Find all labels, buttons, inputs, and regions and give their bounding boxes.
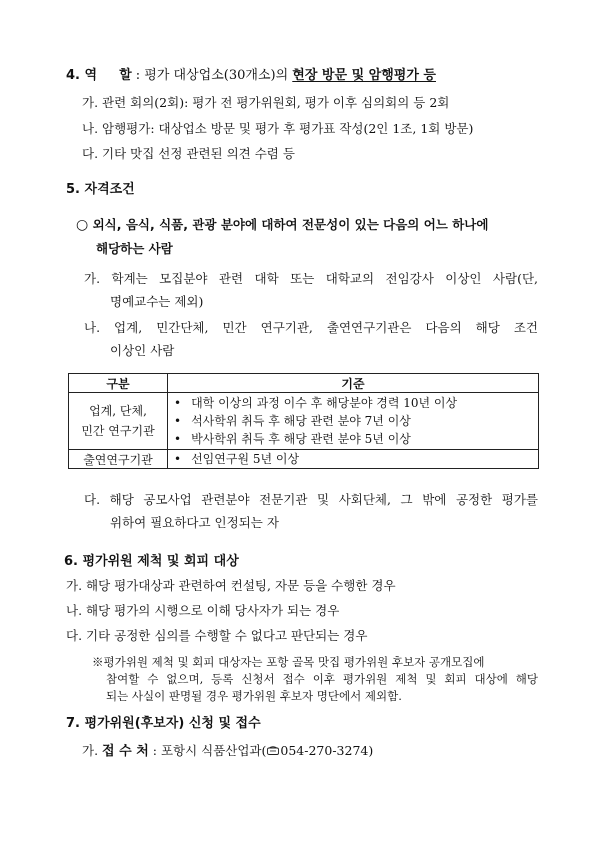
section-6-note-text-1: 평가위원 제척 및 회피 대상자는 포항 골목 맛집 평가위원 후보자 공개모집에 [103, 655, 485, 669]
section-7-item-ga [82, 743, 373, 760]
section-4-title-a: 4. 역 [66, 68, 98, 83]
phone-icon [267, 743, 279, 752]
criteria-item: • 석사학위 취득 후 해당 관련 분야 7년 이상 [174, 412, 532, 430]
section-5-item-da-line-2: 위하여 필요하다고 인정되는 자 [110, 515, 279, 530]
section-5-item-na-line-2: 이상인 사람 [110, 343, 175, 358]
criteria-item: • 선임연구원 5년 이상 [174, 450, 532, 468]
criteria-row-industry-label-2: 민간 연구기관 [81, 424, 155, 438]
section-4-emphasis: 현장 방문 및 암행평가 등 [292, 68, 436, 83]
criteria-row-industry [69, 393, 539, 450]
reception-office: 포항시 식품산업과( [160, 743, 267, 758]
criteria-row-institute [69, 450, 539, 469]
criteria-row-institute-label: 출연연구기관 [69, 450, 168, 469]
section-5-heading: 5. 자격조건 [66, 182, 135, 197]
criteria-row-industry-label-1: 업계, 단체, [89, 404, 147, 418]
section-5-lead-line-2: 해당하는 사람 [96, 241, 173, 256]
section-5-lead-line-1 [76, 217, 488, 233]
criteria-item: • 박사학위 취득 후 해당 관련 분야 5년 이상 [174, 430, 532, 448]
section-6-note-line-1 [92, 655, 484, 670]
section-4-item-da: 다. 기타 맛집 선정 관련된 의견 수렴 등 [82, 146, 295, 161]
section-4-desc: 평가 대상업소(30개소)의 [144, 68, 293, 83]
section-4-item-ga: 가. 관련 회의(2회): 평가 전 평가위원회, 평가 이후 심의회의 등 2회 [82, 95, 450, 110]
section-6-item-ga: 가. 해당 평가대상과 관련하여 컨설팅, 자문 등을 수행한 경우 [66, 578, 396, 593]
section-5-item-ga-line-2: 명예교수는 제외) [110, 294, 204, 309]
section-6-item-na: 나. 해당 평가의 시행으로 이해 당사자가 되는 경우 [66, 603, 340, 618]
reception-phone: 054-270-3274) [280, 743, 374, 758]
circle-bullet-icon: ○ [76, 217, 89, 233]
section-5-item-na-line-1: 나. 업계, 민간단체, 민간 연구기관, 출연연구기관은 다음의 해당 조건 [84, 320, 538, 335]
section-5-item-da-line-1: 다. 해당 공모사업 관련분야 전문기관 및 사회단체, 그 밖에 공정한 평가를 [84, 492, 538, 507]
section-6-heading: 6. 평가위원 제척 및 회피 대상 [64, 554, 239, 569]
criteria-col-category: 구분 [69, 374, 168, 393]
section-5-lead-text-1: 외식, 음식, 식품, 관광 분야에 대하여 전문성이 있는 다음의 어느 하나에 [92, 217, 489, 232]
criteria-item: • 대학 이상의 과정 이수 후 해당분야 경력 10년 이상 [174, 394, 532, 412]
criteria-table [68, 373, 539, 469]
criteria-col-standard: 기준 [168, 374, 539, 393]
reference-mark-icon: ※ [92, 655, 104, 669]
section-7-item-prefix: 가. [82, 743, 103, 758]
section-7-heading: 7. 평가위원(후보자) 신청 및 접수 [66, 716, 261, 731]
section-5-item-ga-line-1: 가. 학계는 모집분야 관련 대학 또는 대학교의 전임강사 이상인 사람(단, [84, 271, 538, 286]
criteria-row-industry-standard [168, 393, 539, 450]
section-6-item-da: 다. 기타 공정한 심의를 수행할 수 없다고 판단되는 경우 [66, 628, 368, 643]
criteria-row-industry-label [69, 393, 168, 450]
section-6-note-line-2: 참여할 수 없으며, 등록 신청서 접수 이후 평가위원 제척 및 회피 대상에 해당 [106, 672, 538, 686]
section-4-title-b: 할 [119, 68, 132, 83]
criteria-table-header [69, 374, 539, 393]
section-4-heading [66, 68, 436, 84]
section-4-sep: : [131, 68, 145, 83]
section-4-item-na: 나. 암행평가: 대상업소 방문 및 평가 후 평가표 작성(2인 1조, 1회 방문) [82, 121, 474, 136]
section-7-sep: : [148, 743, 161, 758]
criteria-row-institute-standard [168, 450, 539, 469]
reception-label: 접 수 처 [102, 744, 149, 759]
section-6-note-line-3: 되는 사실이 판명될 경우 평가위원 후보자 명단에서 제외함. [106, 689, 402, 703]
